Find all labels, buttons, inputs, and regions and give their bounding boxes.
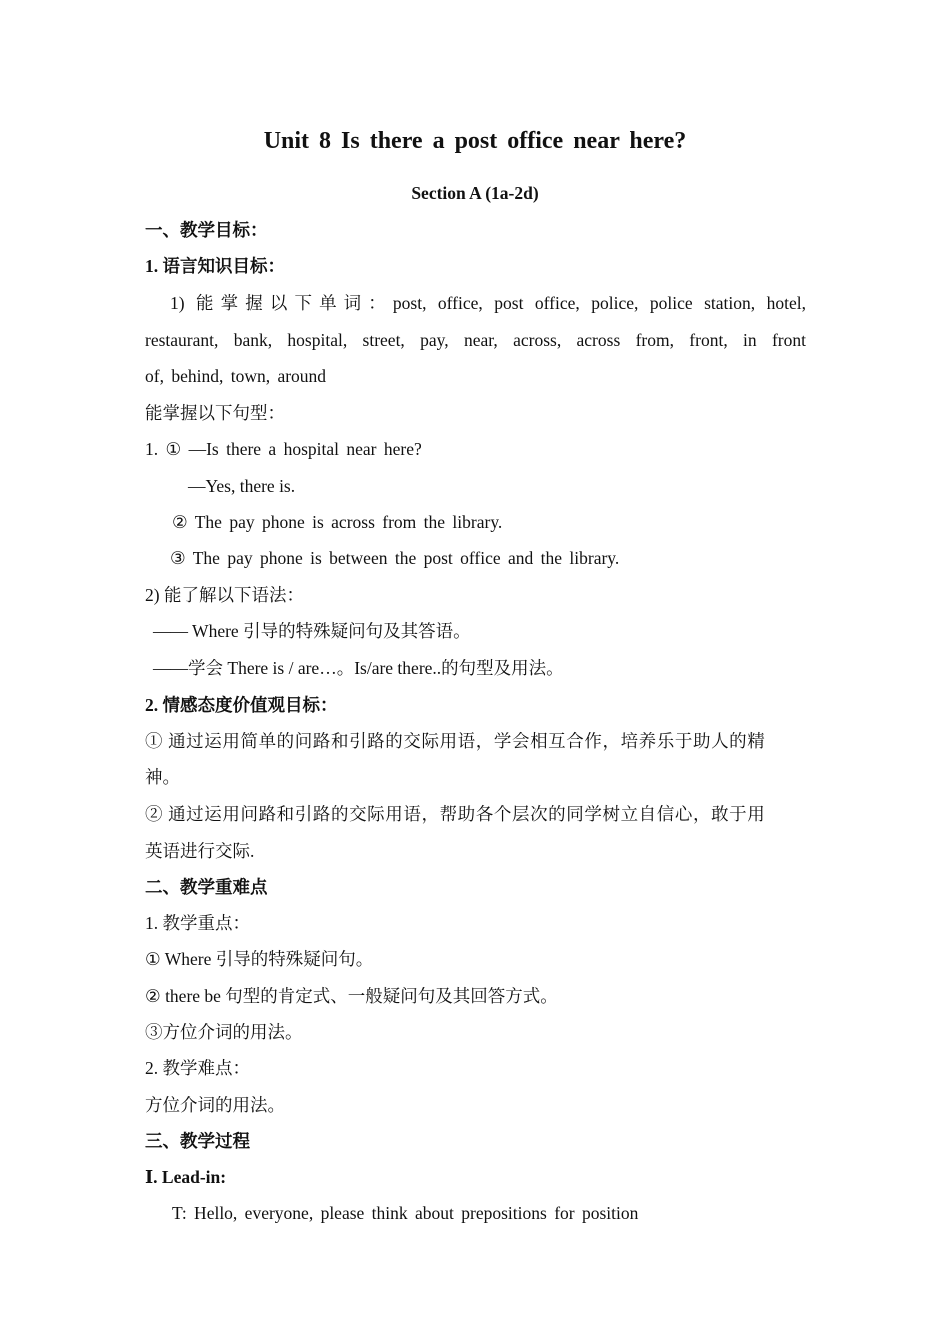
section-subtitle: Section A (1a-2d) [411, 183, 539, 203]
lead-in-teacher-line: T: Hello, everyone, please think about prepositions for position [172, 1203, 639, 1223]
pattern-1-answer: —Yes, there is. [188, 476, 296, 496]
grammar-item-1: —— Where 引导的特殊疑问句及其答语。 [153, 621, 471, 641]
pattern-1-question: 1. ① —Is there a hospital near here? [145, 439, 422, 459]
affective-goal-1-line-2: 神。 [145, 767, 180, 787]
sentence-pattern-heading: 能掌握以下句型： [145, 403, 285, 423]
difficult-point-1: 方位介词的用法。 [145, 1095, 285, 1115]
pattern-3: ③ The pay phone is between the post office and the library. [170, 548, 620, 568]
heading-language-knowledge: 1. 语言知识目标： [145, 256, 285, 276]
vocab-line-2: restaurant, bank, hospital, street, pay, near, across, across from, front, in front [145, 330, 806, 350]
lead-in-heading: Ⅰ. Lead-in: [145, 1167, 227, 1187]
vocab-line-3: of, behind, town, around [145, 366, 327, 386]
key-point-2: ② there be 句型的肯定式、一般疑问句及其回答方式。 [145, 986, 558, 1006]
key-points-heading: 1. 教学重点： [145, 913, 250, 933]
grammar-item-2: ——学会 There is / are…。Is/are there..的句型及用法。 [153, 658, 564, 678]
affective-goal-1-line-1: ① 通过运用简单的问路和引路的交际用语，学会相互合作，培养乐于助人的精 [145, 731, 766, 751]
page-title: Unit 8 Is there a post office near here? [263, 128, 687, 154]
heading-teaching-process: 三、教学过程 [145, 1131, 250, 1151]
vocab-line-1: 1) 能掌握以下单词：post, office, post office, police, police station, hotel, [170, 293, 806, 313]
difficult-points-heading: 2. 教学难点： [145, 1058, 250, 1078]
affective-goal-2-line-2: 英语进行交际. [145, 841, 255, 861]
heading-teaching-objectives: 一、教学目标： [145, 220, 268, 240]
heading-affective-goals: 2. 情感态度价值观目标： [145, 695, 338, 715]
affective-goal-2-line-1: ② 通过运用问路和引路的交际用语，帮助各个层次的同学树立自信心，敢于用 [145, 804, 766, 824]
key-point-3: ③方位介词的用法。 [145, 1022, 303, 1042]
key-point-1: ① Where 引导的特殊疑问句。 [145, 949, 374, 969]
heading-key-difficult-points: 二、教学重难点 [145, 877, 268, 897]
pattern-2: ② The pay phone is across from the library. [172, 512, 503, 532]
grammar-heading: 2) 能了解以下语法： [145, 585, 304, 605]
